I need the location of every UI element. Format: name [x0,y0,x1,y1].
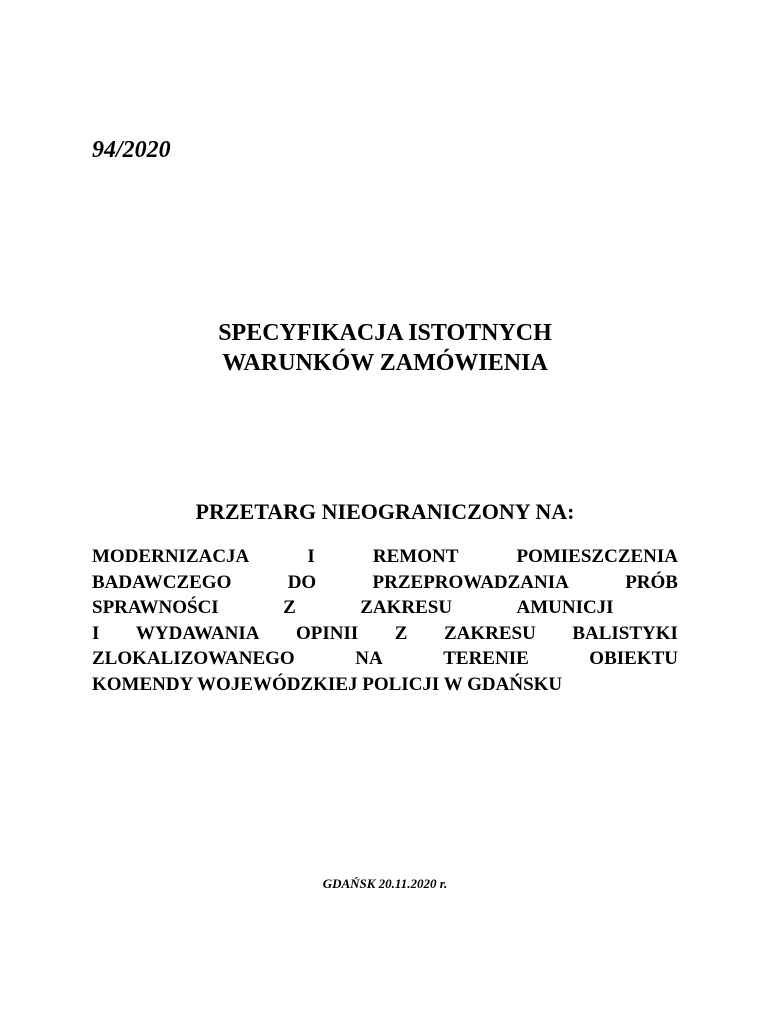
subject-line [92,672,678,698]
subject-line [92,570,678,596]
subject-word: POMIESZCZENIA [516,546,678,567]
subject-word: Z [394,622,408,644]
subject-line [92,646,678,672]
subject-line [92,621,678,647]
subject-word: TERENIE [443,648,529,669]
subject-word: KOMENDY WOJEWÓDZKIEJ POLICJI W GDAŃSKU [92,673,563,695]
subject-word: BADAWCZEGO [92,571,232,593]
subject-word: I [307,546,315,567]
subject-word: WYDAWANIA [135,622,260,644]
subject-word: ZLOKALIZOWANEGO [92,648,295,669]
document-number: 94/2020 [92,137,171,163]
subject-word: PRZEPROWADZANIA [372,571,569,593]
title-line-2: WARUNKÓW ZAMÓWIENIA [222,350,548,376]
title-line-1: SPECYFIKACJA ISTOTNYCH [218,320,552,346]
subject-word: I [92,622,100,644]
subject-word: ZAKRESU [443,622,536,644]
subject-word: SPRAWNOŚCI [92,597,219,618]
subject-word: OPINII [295,622,359,644]
subject-line [92,595,678,621]
place-and-date: GDAŃSK 20.11.2020 r. [322,876,448,891]
subject-word: REMONT [372,546,459,567]
subject-word: BALISTYKI [572,622,678,644]
subject-word: NA [355,648,383,669]
subject-word: ZAKRESU [360,597,453,618]
subject-word: Z [283,597,296,618]
tender-subject [92,544,678,697]
subject-word: MODERNIZACJA [92,546,250,567]
subject-word: PRÓB [625,571,678,593]
specification-title [92,318,678,378]
subject-word: OBIEKTU [589,648,678,669]
subject-line [92,544,678,570]
tender-heading: PRZETARG NIEOGRANICZONY NA: [195,499,575,524]
subject-word: AMUNICJI [516,597,614,618]
subject-word: DO [287,571,317,593]
